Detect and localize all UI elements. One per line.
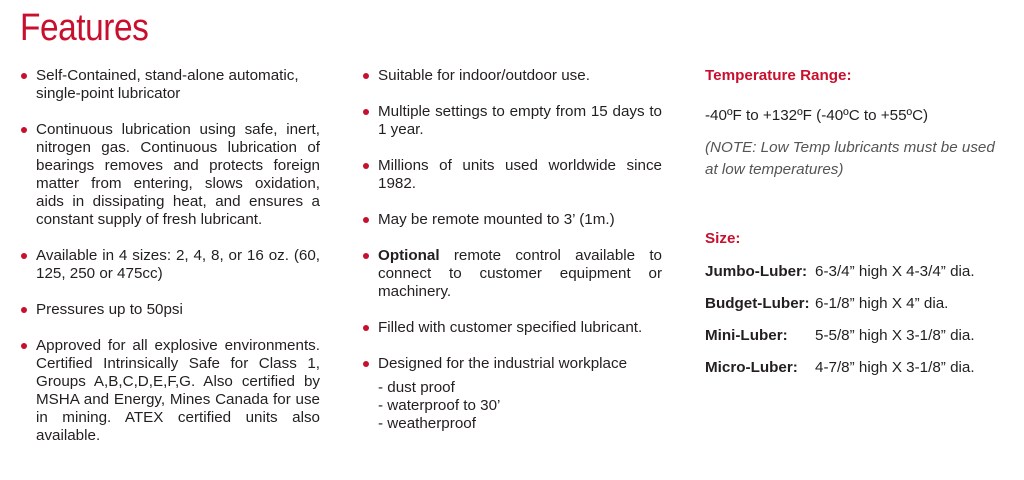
size-dims: 6-3/4” high X 4-3/4” dia. <box>815 263 975 280</box>
bullet-icon <box>21 253 27 259</box>
size-name: Jumbo-Luber: <box>705 263 808 280</box>
sub-item: - waterproof to 30’ <box>378 397 501 414</box>
bullet-icon <box>363 109 369 115</box>
feature-item: Approved for all explosive environments. Certified Intrinsically Safe for Class 1, Groups A,B,C,D,E,F,G. Also certified by MSHA and Energy, Mines Canada for use in mining. ATEX certified units also available. <box>20 337 320 445</box>
size-name: Micro-Luber: <box>705 359 798 376</box>
bullet-icon <box>21 343 27 349</box>
bullet-icon <box>21 127 27 133</box>
bullet-icon <box>363 361 369 367</box>
specs-right-column <box>705 67 1005 397</box>
workplace-sub-list <box>362 379 662 433</box>
sub-item: - dust proof <box>378 379 455 396</box>
temperature-note: (NOTE: Low Temp lubricants must be used at low temperatures) <box>705 139 995 178</box>
feature-item: Filled with customer specified lubricant. <box>362 319 662 337</box>
feature-item: Multiple settings to empty from 15 days to 1 year. <box>362 103 662 139</box>
temperature-heading: Temperature Range: <box>705 67 852 84</box>
size-dims: 6-1/8” high X 4” dia. <box>815 295 949 312</box>
optional-label: Optional <box>378 247 440 264</box>
bullet-icon <box>21 307 27 313</box>
bullet-icon <box>363 217 369 223</box>
feature-item: Available in 4 sizes: 2, 4, 8, or 16 oz. (60, 125, 250 or 475cc) <box>20 247 320 283</box>
bullet-icon <box>363 253 369 259</box>
size-name: Mini-Luber: <box>705 327 788 344</box>
size-name: Budget-Luber: <box>705 295 810 312</box>
bullet-icon <box>363 325 369 331</box>
bullet-icon <box>363 163 369 169</box>
size-heading: Size: <box>705 230 741 247</box>
feature-item: Designed for the industrial workplace <box>362 355 662 373</box>
size-dims: 5-5/8” high X 3-1/8” dia. <box>815 327 975 344</box>
features-left-column <box>20 67 320 463</box>
features-middle-column <box>362 67 662 433</box>
feature-item: Continuous lubrication using safe, inert, nitrogen gas. Continuous lubrication of bearings removes and protects foreign matter from entering, slows oxidation, aids in dissipating heat, and ensures a constant supply of fresh lubricant. <box>20 121 320 229</box>
size-row-budget <box>705 295 975 327</box>
size-dims: 4-7/8” high X 3-1/8” dia. <box>815 359 975 376</box>
size-row-micro <box>705 359 975 391</box>
feature-item: Pressures up to 50psi <box>20 301 320 319</box>
feature-item: Millions of units used worldwide since 1982. <box>362 157 662 193</box>
feature-item: Suitable for indoor/outdoor use. <box>362 67 662 85</box>
bullet-icon <box>363 73 369 79</box>
sub-item: - weatherproof <box>378 415 476 432</box>
size-row-jumbo <box>705 263 975 295</box>
bullet-icon <box>21 73 27 79</box>
size-row-mini <box>705 327 975 359</box>
size-table <box>705 263 975 391</box>
page-title: Features <box>20 7 149 49</box>
feature-item: Self-Contained, stand-alone automatic, single-point lubricator <box>20 67 320 103</box>
feature-item: May be remote mounted to 3’ (1m.) <box>362 211 662 229</box>
temperature-value: -40ºF to +132ºF (-40ºC to +55ºC) <box>705 107 929 124</box>
feature-item: Optional remote control available to connect to customer equipment or machinery. <box>362 247 662 301</box>
